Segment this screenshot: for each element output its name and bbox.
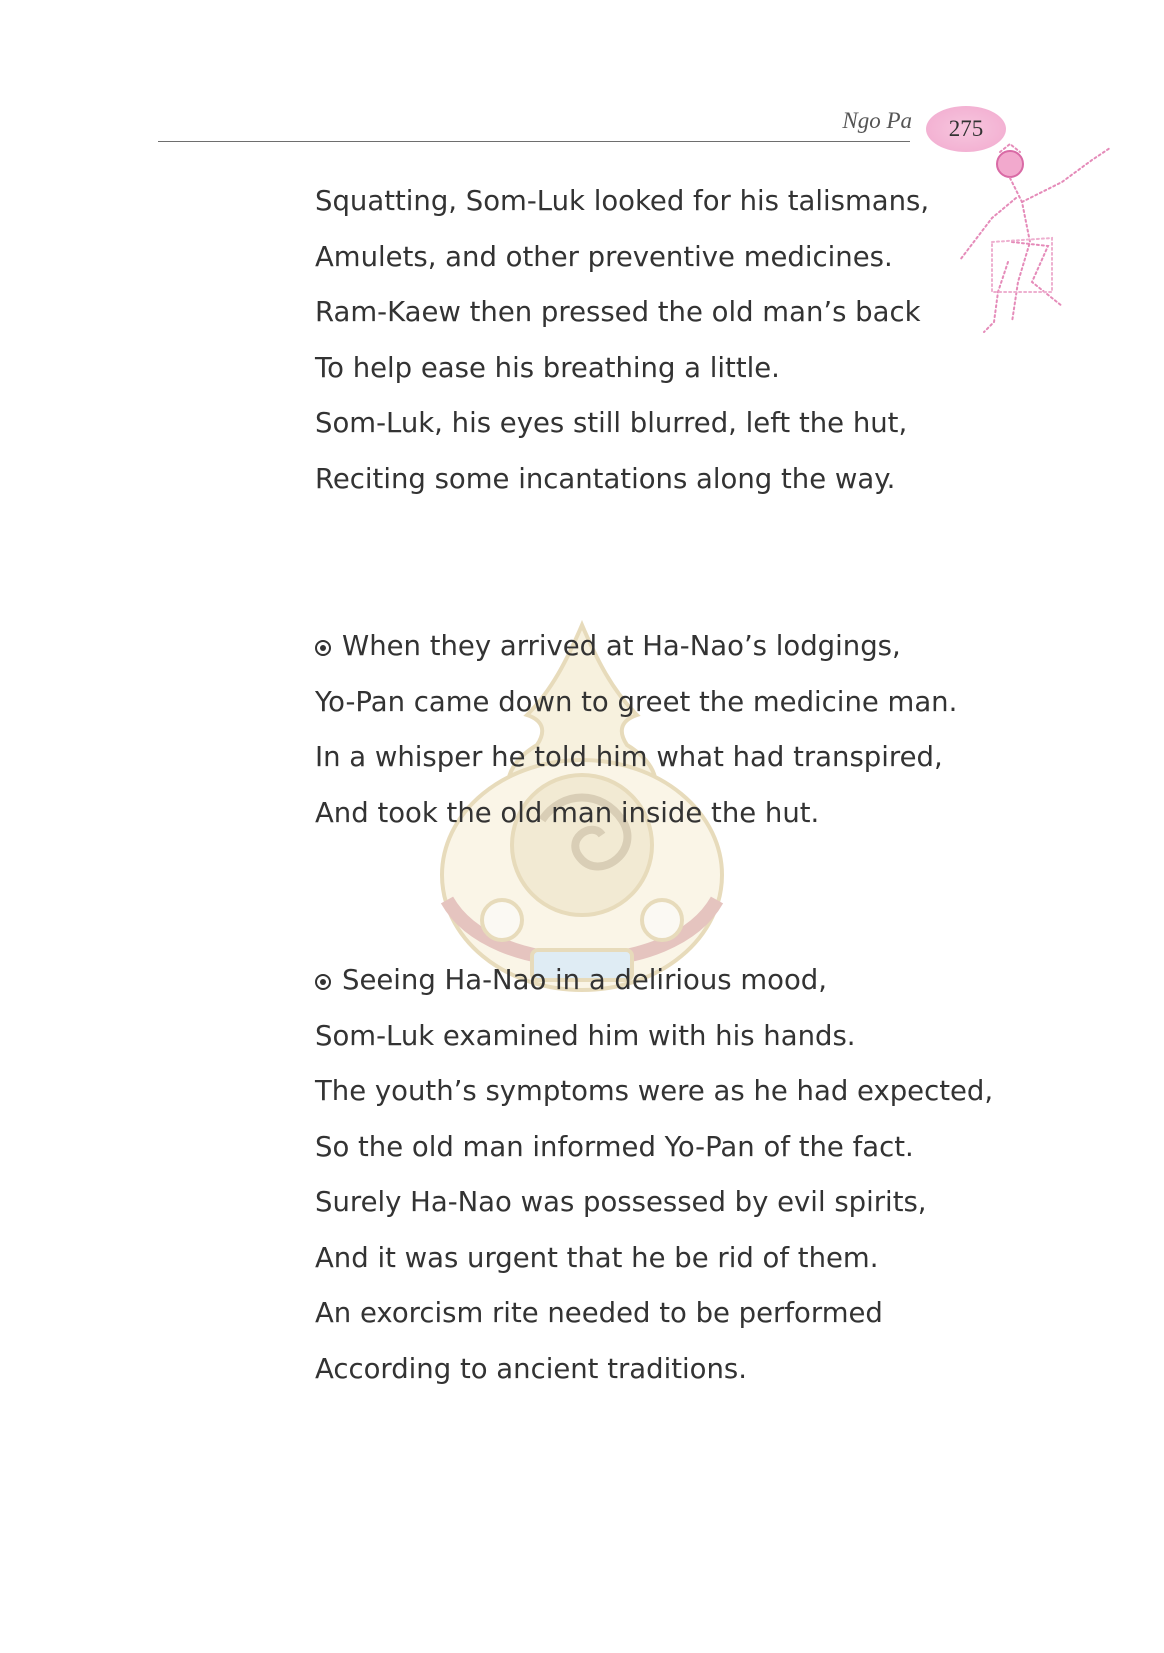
verse-line: In a whisper he told him what had transpired, — [315, 741, 943, 773]
verse-line: Surely Ha-Nao was possessed by evil spirits, — [315, 1186, 927, 1218]
verse-line-text: Seeing Ha-Nao in a delirious mood, — [342, 964, 827, 996]
stanza-1 — [315, 174, 1015, 507]
stanza-bullet-icon — [315, 640, 331, 656]
verse-line: Amulets, and other preventive medicines. — [315, 240, 893, 273]
verse-line-text: When they arrived at Ha-Nao’s lodgings, — [342, 630, 901, 662]
verse-line: Squatting, Som-Luk looked for his talismans, — [315, 185, 930, 217]
verse-line: An exorcism rite needed to be performed — [315, 1297, 883, 1329]
verse-line: And took the old man inside the hut. — [315, 796, 820, 829]
verse-line: According to ancient traditions. — [315, 1352, 747, 1385]
verse-line-first — [315, 619, 1015, 675]
verse-line: The youth’s symptoms were as he had expected, — [315, 1075, 994, 1107]
verse-line: Ram-Kaew then pressed the old man’s back — [315, 296, 921, 328]
verse-line: Reciting some incantations along the way. — [315, 462, 896, 495]
page-number-badge: 275 — [926, 106, 1006, 152]
verse-line: So the old man informed Yo-Pan of the fact. — [315, 1130, 914, 1163]
verse-line-first — [315, 953, 1015, 1009]
header-rule — [158, 141, 910, 142]
verse-line: Som-Luk examined him with his hands. — [315, 1019, 856, 1052]
verse-line: And it was urgent that he be rid of them. — [315, 1241, 879, 1274]
running-head: Ngo Pa — [842, 108, 912, 133]
verse-line: Yo-Pan came down to greet the medicine man. — [315, 685, 958, 718]
stanza-bullet-icon — [315, 974, 331, 990]
stanza-2 — [315, 619, 1015, 841]
verse-line: Som-Luk, his eyes still blurred, left the hut, — [315, 407, 908, 439]
stanza-3 — [315, 953, 1015, 1397]
verse-line: To help ease his breathing a little. — [315, 351, 780, 384]
